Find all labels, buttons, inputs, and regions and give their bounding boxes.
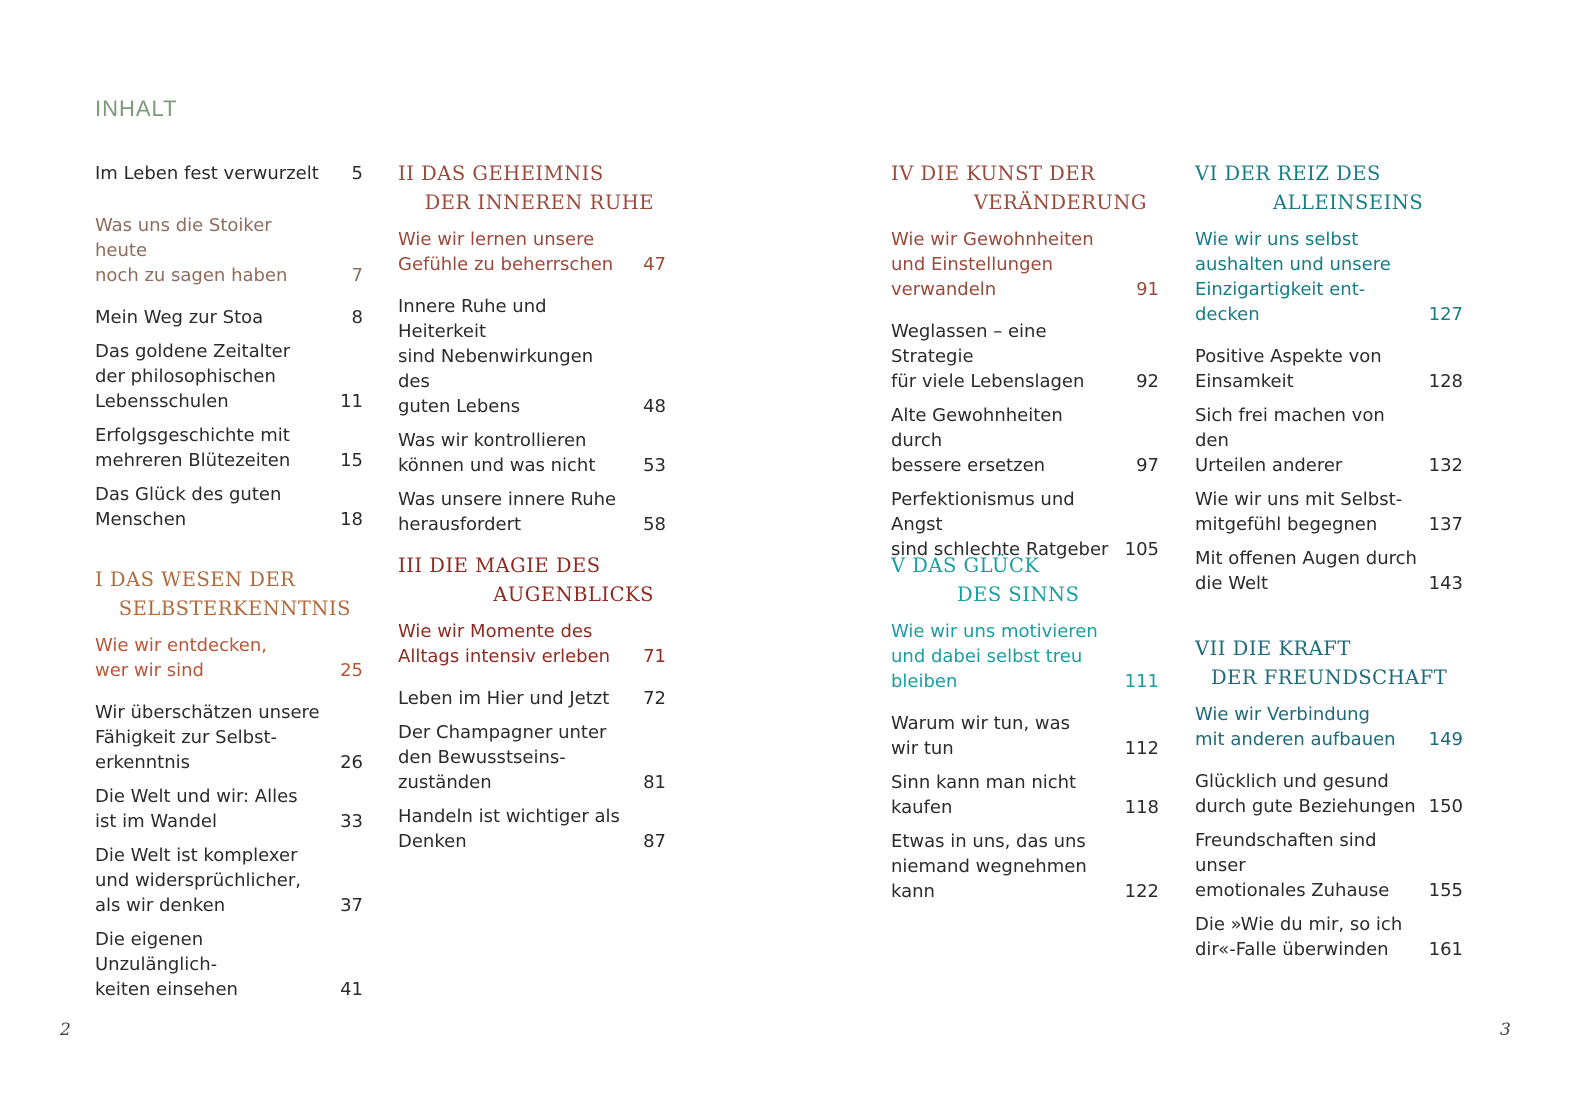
chapter-4 (891, 159, 1159, 571)
chapter-3 (398, 551, 666, 863)
toc-lead-entry[interactable] (398, 619, 666, 669)
toc-entry-title: Wie wir entdecken, wer wir sind (95, 635, 267, 681)
toc-entry-page: 5 (351, 163, 363, 184)
toc-entry[interactable] (398, 428, 666, 478)
toc-entry-title: Freundschaften sind unser emotionales Zuhause (1195, 830, 1390, 901)
toc-entry-page: 91 (1136, 279, 1159, 300)
chapter-6 (1195, 159, 1463, 605)
toc-entry[interactable] (1195, 828, 1463, 903)
toc-entry-page: 48 (643, 396, 666, 417)
toc-entry-page: 11 (340, 391, 363, 412)
toc-entry-title: Was unsere innere Ruhe herausfordert (398, 489, 617, 535)
toc-lead-entry[interactable] (95, 213, 363, 288)
toc-entry-page: 81 (643, 772, 666, 793)
toc-entry[interactable] (891, 770, 1159, 820)
chapter-title[interactable] (398, 159, 666, 217)
chapter-title[interactable] (891, 159, 1159, 217)
page-number-right: 3 (1500, 1020, 1511, 1040)
chapter-title-line-2: DER FREUNDSCHAFT (1211, 666, 1448, 689)
toc-entry[interactable] (95, 305, 363, 330)
toc-entry-title: Positive Aspekte von Einsamkeit (1195, 346, 1382, 392)
toc-entry-page: 137 (1428, 514, 1463, 535)
toc-entry-title: Wie wir Momente des Alltags intensiv erleben (398, 621, 611, 667)
toc-entry[interactable] (95, 784, 363, 834)
toc-entry-page: 128 (1428, 371, 1463, 392)
toc-lead-entry[interactable] (891, 227, 1159, 302)
toc-entry-page: 97 (1136, 455, 1159, 476)
toc-entry[interactable] (398, 487, 666, 537)
toc-entry-page: 122 (1124, 881, 1159, 902)
toc-lead-entry[interactable] (1195, 702, 1463, 752)
toc-entry-page: 58 (643, 514, 666, 535)
toc-entry-page: 47 (643, 254, 666, 275)
page-number-left: 2 (60, 1020, 71, 1040)
toc-entry-title: Mein Weg zur Stoa (95, 307, 264, 328)
toc-entry-title: Wie wir Gewohnheiten und Einstellungen verwandeln (891, 229, 1094, 300)
toc-entry-title: Alte Gewohnheiten durch bessere ersetzen (891, 405, 1063, 476)
toc-entry-title: Wie wir uns mit Selbst- mitgefühl begegnen (1195, 489, 1403, 535)
chapter-title-line-1: VII DIE KRAFT (1195, 637, 1351, 660)
toc-entry-page: 15 (340, 450, 363, 471)
toc-entry-title: Die eigenen Unzulänglich- keiten einsehen (95, 929, 238, 1000)
page-heading: INHALT (95, 96, 178, 121)
toc-entry-title: Mit offenen Augen durch die Welt (1195, 548, 1417, 594)
chapter-title-line-2: DES SINNS (957, 583, 1080, 606)
toc-lead-entry[interactable] (1195, 227, 1463, 327)
chapter-title-line-1: III DIE MAGIE DES (398, 554, 601, 577)
toc-entry[interactable] (1195, 344, 1463, 394)
chapter-2 (398, 159, 666, 546)
chapter-title[interactable] (1195, 159, 1463, 217)
toc-entry-title: Innere Ruhe und Heiterkeit sind Nebenwirkungen des guten Lebens (398, 296, 594, 417)
toc-entry-page: 118 (1124, 797, 1159, 818)
toc-entry[interactable] (95, 423, 363, 473)
chapter-title-line-2: VERÄNDERUNG (973, 191, 1147, 214)
chapter-title-line-2: SELBSTERKENNTNIS (118, 597, 351, 620)
toc-entry-page: 71 (643, 646, 666, 667)
chapter-title-line-2: ALLEINSEINS (1273, 191, 1424, 214)
toc-entry-page: 25 (340, 660, 363, 681)
toc-entry-title: Im Leben fest verwurzelt (95, 163, 319, 184)
chapter-5 (891, 551, 1159, 913)
toc-entry[interactable] (891, 711, 1159, 761)
toc-entry[interactable] (95, 927, 363, 1002)
toc-entry[interactable] (95, 700, 363, 775)
chapter-title[interactable] (398, 551, 666, 609)
toc-entry-page: 53 (643, 455, 666, 476)
chapter-title[interactable] (891, 551, 1159, 609)
toc-entry[interactable] (1195, 403, 1463, 478)
toc-entry-title: Was wir kontrollieren können und was nicht (398, 430, 596, 476)
toc-entry-title: Weglassen – eine Strategie für viele Lebenslagen (891, 321, 1085, 392)
toc-entry-title: Etwas in uns, das uns niemand wegnehmen kann (891, 831, 1087, 902)
toc-entry-title: Wie wir Verbindung mit anderen aufbauen (1195, 704, 1396, 750)
toc-entry-page: 155 (1428, 880, 1463, 901)
chapter-title-line-1: V DAS GLÜCK (891, 554, 1040, 577)
toc-entry-title: Sinn kann man nicht kaufen (891, 772, 1077, 818)
chapter-1 (95, 565, 363, 1011)
toc-entry-page: 41 (340, 979, 363, 1000)
toc-entry-page: 111 (1124, 671, 1159, 692)
toc-entry[interactable] (398, 686, 666, 711)
toc-entry-title: Sich frei machen von den Urteilen anderer (1195, 405, 1385, 476)
toc-entry-page: 127 (1428, 304, 1463, 325)
chapter-title-line-2: AUGENBLICKS (493, 583, 654, 606)
toc-entry-title: Wie wir lernen unsere Gefühle zu beherrschen (398, 229, 614, 275)
toc-entry-page: 26 (340, 752, 363, 773)
chapter-title[interactable] (95, 565, 363, 623)
toc-entry-page: 149 (1428, 729, 1463, 750)
toc-entry[interactable] (891, 319, 1159, 394)
toc-entry-page: 92 (1136, 371, 1159, 392)
toc-entry-title: Die Welt und wir: Alles ist im Wandel (95, 786, 298, 832)
toc-entry-page: 72 (643, 688, 666, 709)
toc-entry-title: Handeln ist wichtiger als Denken (398, 806, 620, 852)
toc-entry-page: 143 (1428, 573, 1463, 594)
toc-entry-page: 112 (1124, 738, 1159, 759)
chapter-title[interactable] (1195, 634, 1463, 692)
chapter-title-line-2: DER INNEREN RUHE (424, 191, 654, 214)
toc-entry-title: Glücklich und gesund durch gute Beziehungen (1195, 771, 1416, 817)
toc-entry-page: 87 (643, 831, 666, 852)
toc-entry-title: Die Welt ist komplexer und widersprüchlicher, als wir denken (95, 845, 302, 916)
toc-entry-title: Der Champagner unter den Bewusstseins- zuständen (398, 722, 607, 793)
toc-entry[interactable] (95, 339, 363, 414)
toc-entry-page: 132 (1428, 455, 1463, 476)
toc-entry[interactable] (1195, 912, 1463, 962)
toc-entry[interactable] (95, 843, 363, 918)
toc-entry-page: 8 (351, 307, 363, 328)
toc-entry[interactable] (95, 482, 363, 532)
toc-entry[interactable] (1195, 487, 1463, 537)
toc-entry-title: Perfektionismus und Angst sind schlechte Ratgeber (891, 489, 1109, 560)
chapter-title-line-1: II DAS GEHEIMNIS (398, 162, 604, 185)
toc-entry-title: Die »Wie du mir, so ich dir«-Falle überwinden (1195, 914, 1403, 960)
toc-entry[interactable] (1195, 546, 1463, 596)
chapter-title-line-1: IV DIE KUNST DER (891, 162, 1096, 185)
toc-entry[interactable] (891, 403, 1159, 478)
toc-entry-title: Warum wir tun, was wir tun (891, 713, 1071, 759)
toc-entry-page: 105 (1124, 539, 1159, 560)
toc-entry-title: Wie wir uns motivieren und dabei selbst treu bleiben (891, 621, 1098, 692)
toc-entry-title: Wir überschätzen unsere Fähigkeit zur Selbst- erkenntnis (95, 702, 320, 773)
toc-entry-page: 18 (340, 509, 363, 530)
toc-entry[interactable] (398, 804, 666, 854)
toc-entry[interactable] (1195, 769, 1463, 819)
toc-entry-title: Leben im Hier und Jetzt (398, 688, 610, 709)
toc-entry[interactable] (891, 829, 1159, 904)
toc-lead-entry[interactable] (891, 619, 1159, 694)
toc-entry-title: Das Glück des guten Menschen (95, 484, 282, 530)
toc-entry-title: Das goldene Zeitalter der philosophischen Lebensschulen (95, 341, 291, 412)
toc-entry[interactable] (95, 161, 363, 186)
toc-entry-title: Wie wir uns selbst aushalten und unsere Einzigartigkeit ent- decken (1195, 229, 1391, 325)
chapter-title-line-1: I DAS WESEN DER (95, 568, 296, 591)
toc-entry[interactable] (398, 720, 666, 795)
toc-entry-page: 161 (1428, 939, 1463, 960)
toc-lead-entry[interactable] (95, 633, 363, 683)
toc-entry[interactable] (398, 294, 666, 419)
toc-entry-title: Was uns die Stoiker heute noch zu sagen haben (95, 215, 288, 286)
toc-entry-page: 7 (351, 265, 363, 286)
toc-entry-page: 150 (1428, 796, 1463, 817)
chapter-7 (1195, 634, 1463, 971)
chapter-title-line-1: VI DER REIZ DES (1195, 162, 1381, 185)
toc-lead-entry[interactable] (398, 227, 666, 277)
toc-column-1 (95, 161, 363, 541)
toc-entry-page: 33 (340, 811, 363, 832)
toc-entry-page: 37 (340, 895, 363, 916)
toc-entry-title: Erfolgsgeschichte mit mehreren Blütezeiten (95, 425, 291, 471)
